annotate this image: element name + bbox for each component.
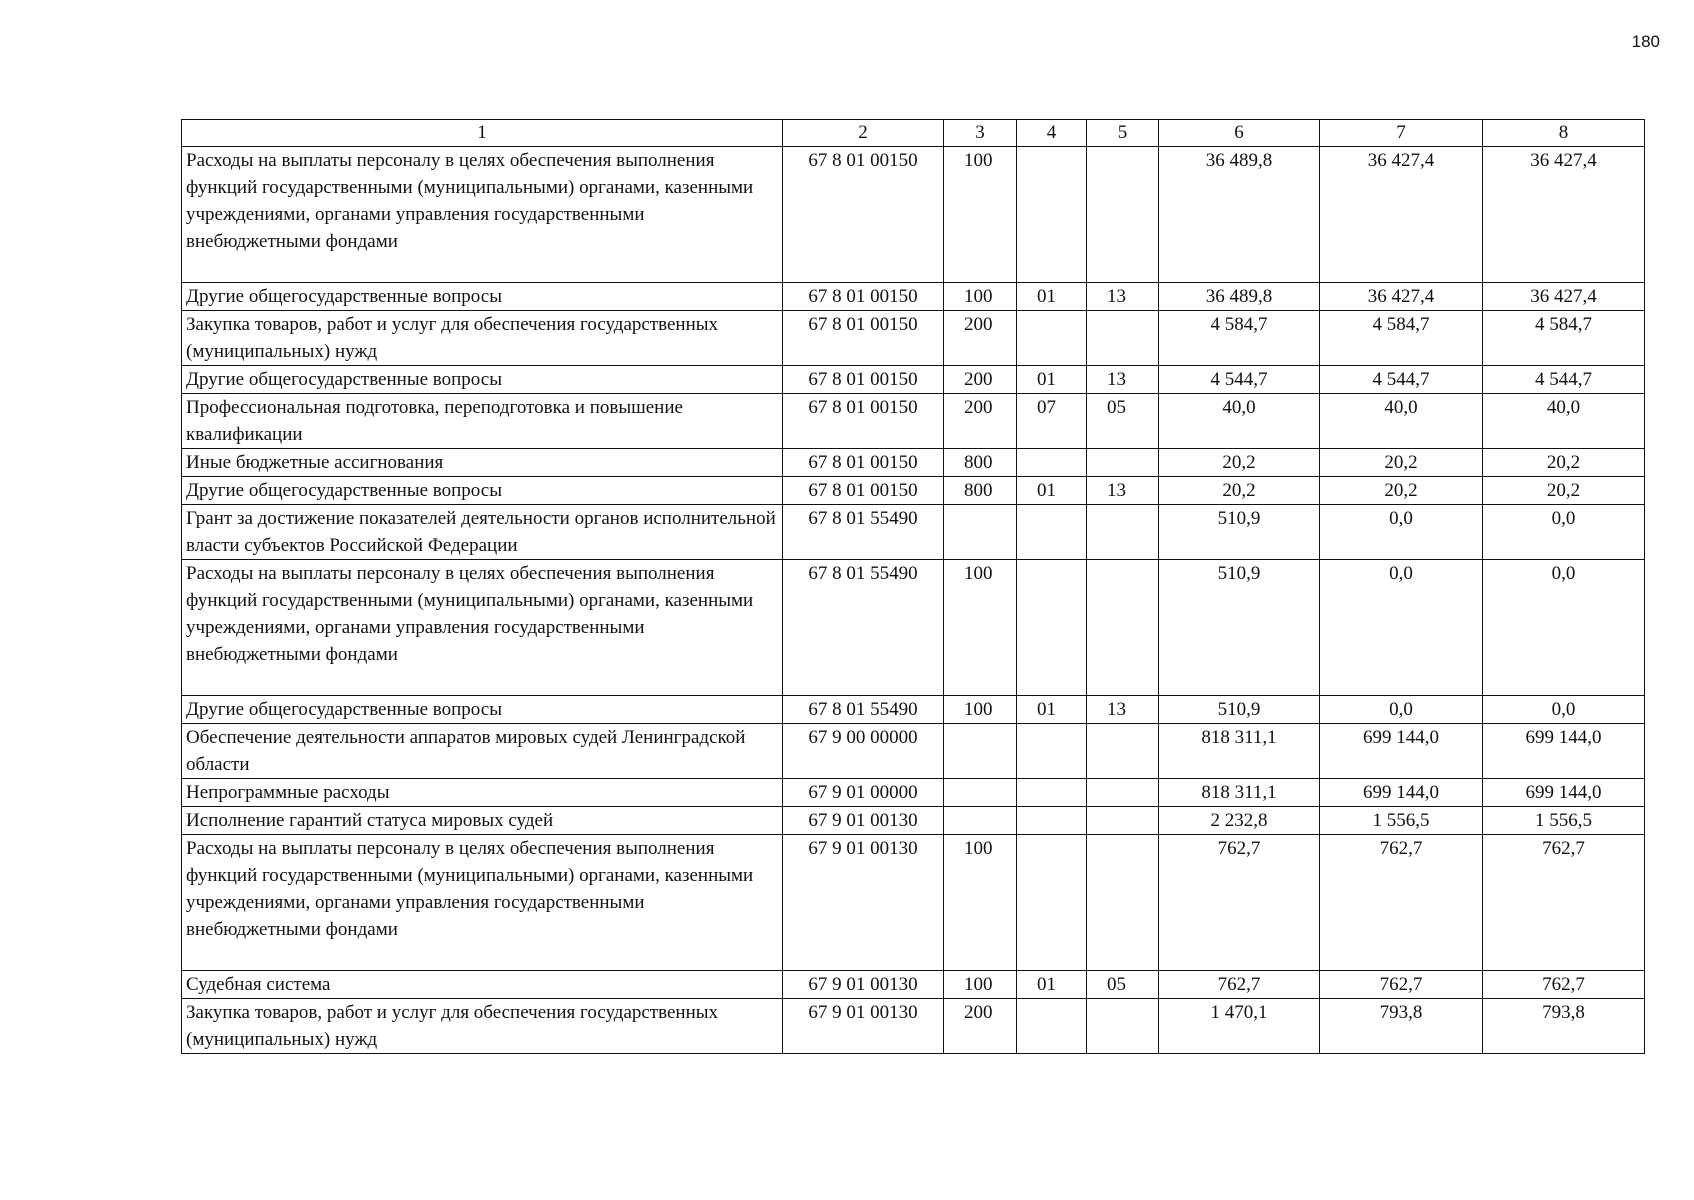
row-value-cell: 0,0 bbox=[1483, 505, 1645, 560]
header-cell: 8 bbox=[1483, 120, 1645, 147]
row-value-cell: 07 bbox=[1017, 394, 1087, 449]
row-code-cell: 67 8 01 00150 bbox=[783, 449, 944, 477]
row-name-cell: Другие общегосударственные вопросы bbox=[182, 696, 783, 724]
row-code-cell: 67 8 01 00150 bbox=[783, 366, 944, 394]
row-name-cell: Судебная система bbox=[182, 971, 783, 999]
row-value-cell bbox=[1017, 835, 1087, 971]
row-name-cell: Исполнение гарантий статуса мировых судей bbox=[182, 807, 783, 835]
row-name-cell: Закупка товаров, работ и услуг для обеспечения государственных (муниципальных) нужд bbox=[182, 311, 783, 366]
row-code-cell: 67 8 01 00150 bbox=[783, 311, 944, 366]
row-value-cell: 20,2 bbox=[1320, 449, 1483, 477]
row-value-cell: 200 bbox=[944, 394, 1017, 449]
row-name-cell: Закупка товаров, работ и услуг для обеспечения государственных (муниципальных) нужд bbox=[182, 999, 783, 1054]
row-name-cell: Расходы на выплаты персоналу в целях обеспечения выполнения функций государственными (муниципальными) органами, казенными учреждениями, органами управления государственными внебюджетными фондами bbox=[182, 560, 783, 696]
row-value-cell: 200 bbox=[944, 999, 1017, 1054]
row-value-cell: 4 584,7 bbox=[1320, 311, 1483, 366]
header-cell: 6 bbox=[1159, 120, 1320, 147]
header-cell: 5 bbox=[1087, 120, 1159, 147]
table-row bbox=[182, 696, 1645, 724]
row-code-cell: 67 8 01 55490 bbox=[783, 505, 944, 560]
table-row bbox=[182, 807, 1645, 835]
row-code-cell: 67 9 01 00000 bbox=[783, 779, 944, 807]
row-value-cell: 20,2 bbox=[1483, 477, 1645, 505]
row-value-cell: 01 bbox=[1017, 971, 1087, 999]
row-value-cell: 699 144,0 bbox=[1320, 779, 1483, 807]
row-code-cell: 67 9 01 00130 bbox=[783, 835, 944, 971]
table-row bbox=[182, 505, 1645, 560]
row-code-cell: 67 9 01 00130 bbox=[783, 999, 944, 1054]
row-value-cell: 762,7 bbox=[1483, 835, 1645, 971]
row-value-cell: 40,0 bbox=[1483, 394, 1645, 449]
table-header-row bbox=[182, 120, 1645, 147]
table-row bbox=[182, 311, 1645, 366]
table-row bbox=[182, 147, 1645, 283]
row-code-cell: 67 8 01 00150 bbox=[783, 283, 944, 311]
row-name-cell: Другие общегосударственные вопросы bbox=[182, 366, 783, 394]
row-value-cell: 818 311,1 bbox=[1159, 779, 1320, 807]
row-value-cell: 0,0 bbox=[1483, 560, 1645, 696]
row-value-cell bbox=[1017, 311, 1087, 366]
table-row bbox=[182, 835, 1645, 971]
row-value-cell: 05 bbox=[1087, 394, 1159, 449]
header-cell: 2 bbox=[783, 120, 944, 147]
row-value-cell: 20,2 bbox=[1159, 449, 1320, 477]
table-row bbox=[182, 779, 1645, 807]
row-value-cell: 40,0 bbox=[1159, 394, 1320, 449]
row-value-cell bbox=[1017, 560, 1087, 696]
row-value-cell bbox=[1017, 505, 1087, 560]
row-value-cell: 1 470,1 bbox=[1159, 999, 1320, 1054]
row-value-cell bbox=[1087, 311, 1159, 366]
row-value-cell bbox=[1087, 449, 1159, 477]
row-code-cell: 67 8 01 55490 bbox=[783, 696, 944, 724]
table-row bbox=[182, 394, 1645, 449]
row-value-cell: 2 232,8 bbox=[1159, 807, 1320, 835]
table-row bbox=[182, 477, 1645, 505]
row-value-cell bbox=[1087, 779, 1159, 807]
row-name-cell: Профессиональная подготовка, переподготовка и повышение квалификации bbox=[182, 394, 783, 449]
row-value-cell: 100 bbox=[944, 283, 1017, 311]
row-value-cell: 01 bbox=[1017, 283, 1087, 311]
row-value-cell: 1 556,5 bbox=[1483, 807, 1645, 835]
row-value-cell: 800 bbox=[944, 477, 1017, 505]
row-value-cell: 20,2 bbox=[1320, 477, 1483, 505]
row-value-cell: 100 bbox=[944, 696, 1017, 724]
row-name-cell: Другие общегосударственные вопросы bbox=[182, 477, 783, 505]
row-value-cell: 0,0 bbox=[1483, 696, 1645, 724]
row-value-cell: 200 bbox=[944, 366, 1017, 394]
row-value-cell bbox=[1017, 999, 1087, 1054]
row-value-cell: 0,0 bbox=[1320, 505, 1483, 560]
row-code-cell: 67 8 01 00150 bbox=[783, 394, 944, 449]
row-value-cell: 13 bbox=[1087, 366, 1159, 394]
row-value-cell: 793,8 bbox=[1320, 999, 1483, 1054]
row-name-cell: Обеспечение деятельности аппаратов мировых судей Ленинградской области bbox=[182, 724, 783, 779]
header-cell: 1 bbox=[182, 120, 783, 147]
header-cell: 4 bbox=[1017, 120, 1087, 147]
row-name-cell: Расходы на выплаты персоналу в целях обеспечения выполнения функций государственными (муниципальными) органами, казенными учреждениями, органами управления государственными внебюджетными фондами bbox=[182, 147, 783, 283]
row-value-cell: 4 544,7 bbox=[1483, 366, 1645, 394]
row-code-cell: 67 9 00 00000 bbox=[783, 724, 944, 779]
table-body bbox=[182, 120, 1645, 1054]
row-value-cell: 1 556,5 bbox=[1320, 807, 1483, 835]
row-value-cell: 100 bbox=[944, 560, 1017, 696]
row-value-cell: 800 bbox=[944, 449, 1017, 477]
row-value-cell: 4 544,7 bbox=[1320, 366, 1483, 394]
header-cell: 7 bbox=[1320, 120, 1483, 147]
row-value-cell bbox=[1087, 560, 1159, 696]
row-value-cell: 01 bbox=[1017, 477, 1087, 505]
table-row bbox=[182, 560, 1645, 696]
row-value-cell: 699 144,0 bbox=[1320, 724, 1483, 779]
row-value-cell: 4 584,7 bbox=[1483, 311, 1645, 366]
row-value-cell: 699 144,0 bbox=[1483, 724, 1645, 779]
row-value-cell: 05 bbox=[1087, 971, 1159, 999]
row-value-cell: 200 bbox=[944, 311, 1017, 366]
header-cell: 3 bbox=[944, 120, 1017, 147]
row-value-cell bbox=[1087, 999, 1159, 1054]
table-row bbox=[182, 366, 1645, 394]
row-value-cell: 36 427,4 bbox=[1483, 147, 1645, 283]
row-value-cell bbox=[1087, 724, 1159, 779]
page-number: 180 bbox=[1631, 32, 1660, 51]
row-code-cell: 67 9 01 00130 bbox=[783, 971, 944, 999]
row-value-cell: 0,0 bbox=[1320, 696, 1483, 724]
row-value-cell: 4 584,7 bbox=[1159, 311, 1320, 366]
table-row bbox=[182, 999, 1645, 1054]
row-value-cell bbox=[944, 807, 1017, 835]
table-row bbox=[182, 283, 1645, 311]
row-name-cell: Иные бюджетные ассигнования bbox=[182, 449, 783, 477]
row-value-cell bbox=[944, 505, 1017, 560]
budget-table bbox=[181, 119, 1645, 1054]
row-value-cell: 40,0 bbox=[1320, 394, 1483, 449]
row-code-cell: 67 8 01 55490 bbox=[783, 560, 944, 696]
row-value-cell: 13 bbox=[1087, 477, 1159, 505]
row-value-cell bbox=[1017, 807, 1087, 835]
row-value-cell bbox=[1087, 835, 1159, 971]
table-row bbox=[182, 449, 1645, 477]
row-value-cell: 36 427,4 bbox=[1483, 283, 1645, 311]
row-value-cell bbox=[1087, 505, 1159, 560]
row-value-cell: 100 bbox=[944, 971, 1017, 999]
row-value-cell: 01 bbox=[1017, 696, 1087, 724]
row-value-cell: 13 bbox=[1087, 283, 1159, 311]
row-value-cell: 100 bbox=[944, 147, 1017, 283]
row-value-cell bbox=[1017, 779, 1087, 807]
row-name-cell: Расходы на выплаты персоналу в целях обеспечения выполнения функций государственными (муниципальными) органами, казенными учреждениями, органами управления государственными внебюджетными фондами bbox=[182, 835, 783, 971]
row-name-cell: Непрограммные расходы bbox=[182, 779, 783, 807]
row-value-cell: 36 427,4 bbox=[1320, 283, 1483, 311]
row-value-cell: 793,8 bbox=[1483, 999, 1645, 1054]
row-value-cell: 4 544,7 bbox=[1159, 366, 1320, 394]
row-value-cell: 762,7 bbox=[1320, 971, 1483, 999]
row-value-cell: 510,9 bbox=[1159, 696, 1320, 724]
row-value-cell: 510,9 bbox=[1159, 560, 1320, 696]
row-value-cell bbox=[1017, 147, 1087, 283]
row-value-cell bbox=[944, 779, 1017, 807]
row-code-cell: 67 9 01 00130 bbox=[783, 807, 944, 835]
row-value-cell: 36 427,4 bbox=[1320, 147, 1483, 283]
row-value-cell: 510,9 bbox=[1159, 505, 1320, 560]
row-value-cell: 20,2 bbox=[1159, 477, 1320, 505]
row-code-cell: 67 8 01 00150 bbox=[783, 477, 944, 505]
table-row bbox=[182, 971, 1645, 999]
row-value-cell bbox=[1017, 724, 1087, 779]
row-value-cell: 100 bbox=[944, 835, 1017, 971]
row-value-cell: 699 144,0 bbox=[1483, 779, 1645, 807]
row-value-cell: 36 489,8 bbox=[1159, 147, 1320, 283]
row-value-cell: 20,2 bbox=[1483, 449, 1645, 477]
row-value-cell: 36 489,8 bbox=[1159, 283, 1320, 311]
row-value-cell bbox=[1017, 449, 1087, 477]
row-code-cell: 67 8 01 00150 bbox=[783, 147, 944, 283]
row-value-cell: 0,0 bbox=[1320, 560, 1483, 696]
row-value-cell bbox=[944, 724, 1017, 779]
row-value-cell: 762,7 bbox=[1159, 971, 1320, 999]
row-value-cell: 762,7 bbox=[1159, 835, 1320, 971]
row-value-cell bbox=[1087, 147, 1159, 283]
row-value-cell: 13 bbox=[1087, 696, 1159, 724]
row-value-cell: 01 bbox=[1017, 366, 1087, 394]
table-row bbox=[182, 724, 1645, 779]
row-name-cell: Грант за достижение показателей деятельности органов исполнительной власти субъектов Российской Федерации bbox=[182, 505, 783, 560]
row-value-cell: 762,7 bbox=[1483, 971, 1645, 999]
row-value-cell: 762,7 bbox=[1320, 835, 1483, 971]
row-value-cell: 818 311,1 bbox=[1159, 724, 1320, 779]
row-name-cell: Другие общегосударственные вопросы bbox=[182, 283, 783, 311]
row-value-cell bbox=[1087, 807, 1159, 835]
